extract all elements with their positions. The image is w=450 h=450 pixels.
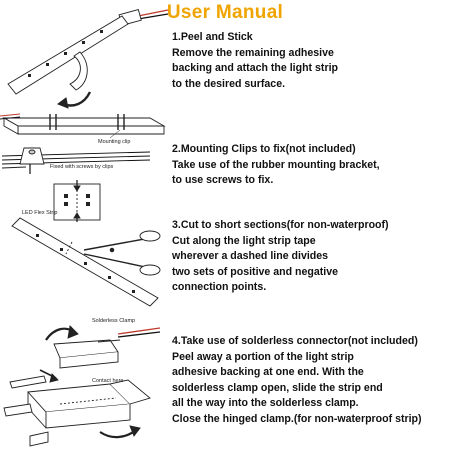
led-strip-label: LED Flex Strip — [22, 210, 58, 216]
section-4-line-3: solderless clamp open, slide the strip end — [172, 381, 383, 394]
section-2-heading-note: (not included) — [285, 143, 356, 155]
section-4-last-note: (for non-waterproof strip) — [293, 412, 422, 425]
section-3-line-3: two sets of positive and negative — [172, 265, 339, 278]
section-2-line-1: Take use of the rubber mounting bracket, — [172, 158, 380, 171]
section-3-heading — [172, 218, 448, 234]
section-4-line-4: all the way into the solderless clamp. — [172, 397, 359, 409]
contact-here-label: Contact here — [92, 378, 124, 384]
section-4-last-line: Close the hinged clamp. — [172, 412, 294, 425]
section-3-heading-note: (for non-waterproof) — [286, 219, 389, 231]
figure-peel-and-stick — [0, 0, 170, 150]
section-2-heading-main: 2.Mounting Clips to fix — [172, 143, 286, 155]
section-3-line-1: Cut along the light strip tape — [172, 234, 316, 247]
section-3-cut-sections — [172, 218, 448, 296]
section-2-line-2: to use screws to fix. — [172, 174, 274, 186]
section-1-line-2: backing and attach the light strip — [172, 62, 338, 74]
section-1-heading: 1.Peel and Stick — [172, 31, 253, 43]
figure-cut-sections — [0, 178, 170, 308]
section-1-line-1: Remove the remaining adhesive — [172, 46, 334, 59]
page-title: User Manual — [166, 2, 284, 23]
section-4-line-1: Peel away a portion of the light strip — [172, 350, 354, 363]
section-4-heading-main: 4.Take use of solderless connector — [172, 335, 348, 347]
section-1-line-3: to the desired surface. — [172, 77, 286, 90]
section-4-heading-note: (not included) — [347, 335, 418, 347]
section-2-heading — [172, 142, 448, 158]
fixed-with-screws-label: Fixed with screws by clips — [50, 164, 114, 170]
solderless-clamp-label: Solderless Clamp — [92, 318, 136, 324]
mounting-clip-label: Mounting clip — [98, 139, 131, 145]
section-4-line-2: adhesive backing at one end. With the — [172, 366, 364, 378]
section-1-peel-and-stick — [172, 30, 448, 92]
section-4-solderless-connector — [172, 334, 448, 427]
figure-mounting-clips — [0, 142, 170, 182]
section-4-heading — [172, 334, 448, 350]
section-4-line-5 — [172, 412, 448, 428]
section-3-line-2: wherever a dashed line divides — [172, 250, 329, 262]
section-3-line-4: connection points. — [172, 281, 267, 293]
figure-solderless-connector — [0, 312, 170, 450]
section-2-mounting-clips — [172, 142, 448, 189]
section-3-heading-main: 3.Cut to short sections — [172, 219, 287, 231]
